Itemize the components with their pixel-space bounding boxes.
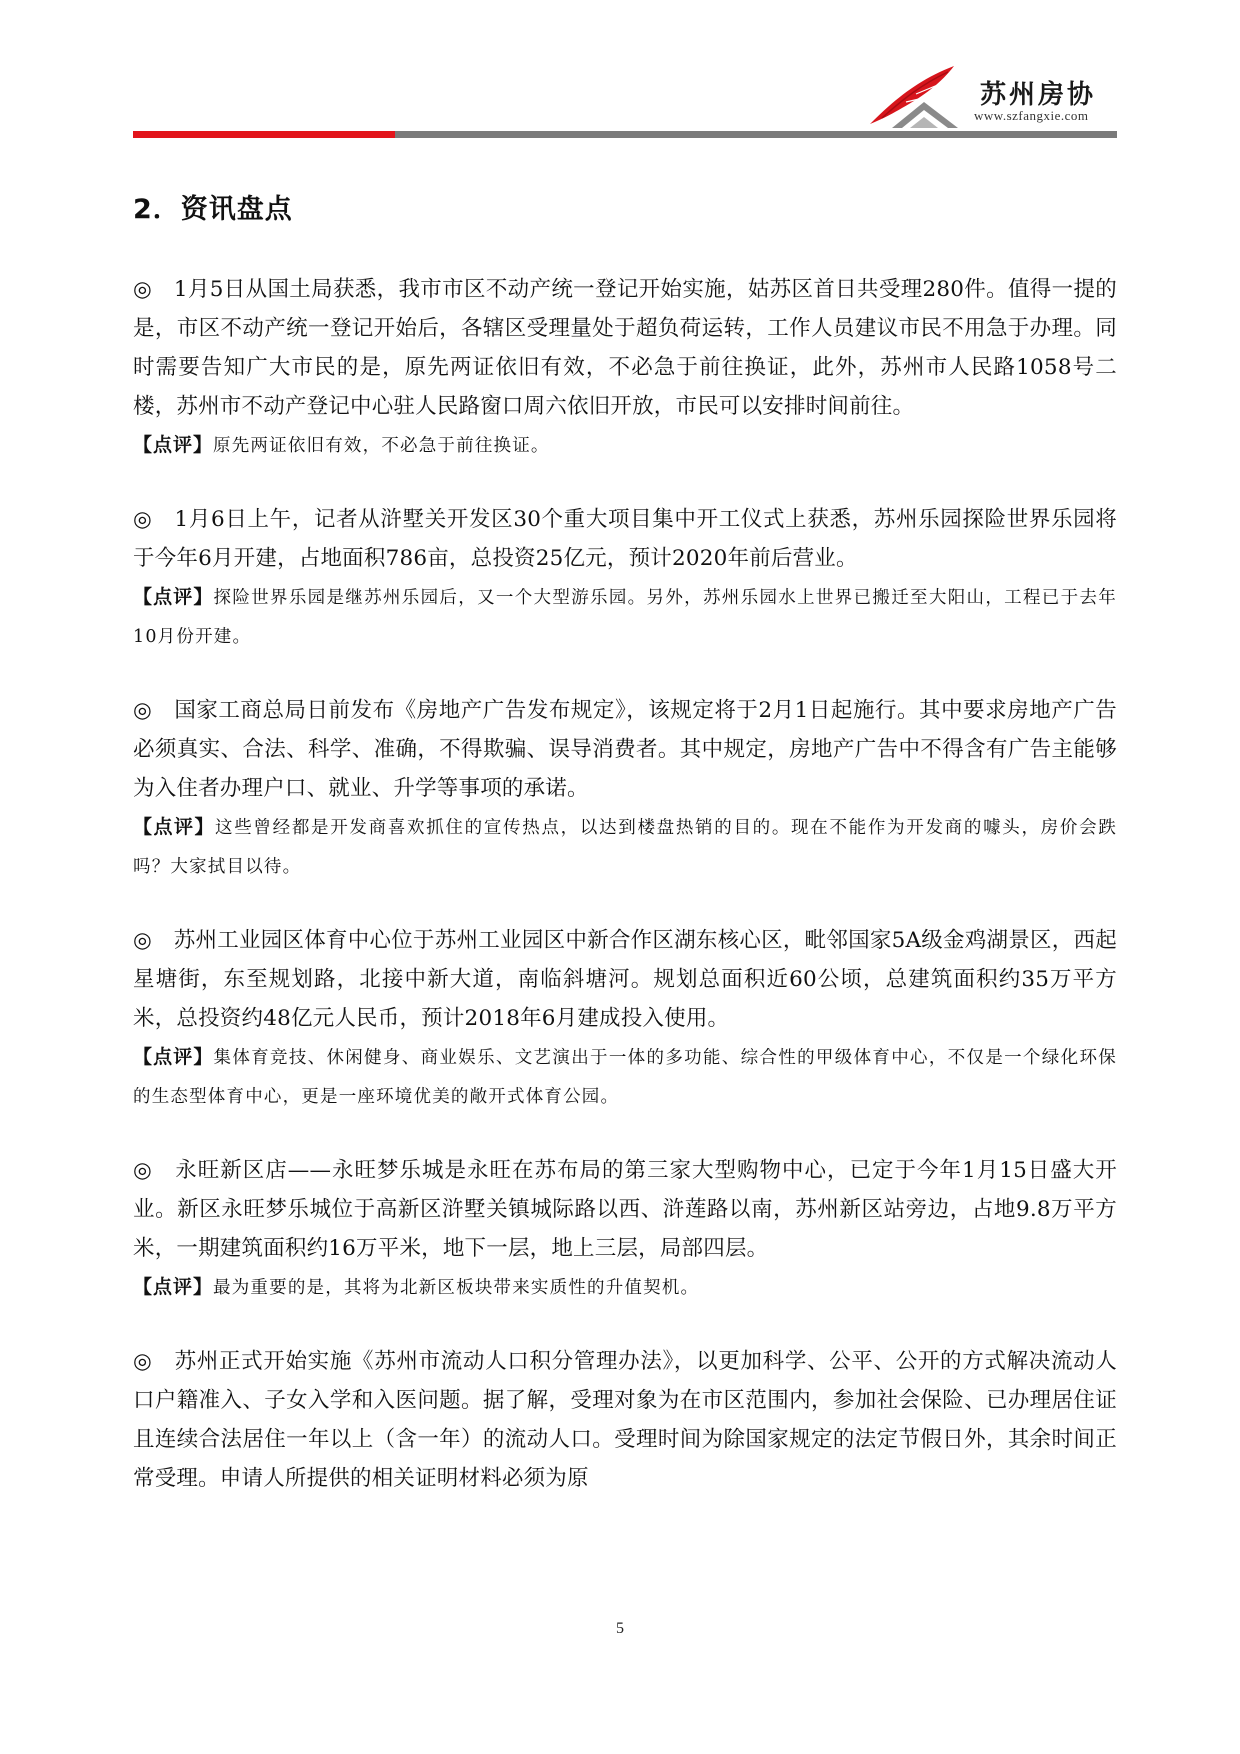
quill-roof-icon xyxy=(862,62,972,132)
comment-tag: 【点评】 xyxy=(133,1276,214,1298)
brand-website: www.szfangxie.com xyxy=(974,108,1089,123)
comment-tag: 【点评】 xyxy=(133,434,214,456)
news-comment xyxy=(133,426,1117,466)
news-item xyxy=(133,1151,1117,1308)
section-title: 2．资讯盘点 xyxy=(133,194,293,225)
news-paragraph: ◎ 1月6日上午，记者从浒墅关开发区30个重大项目集中开工仪式上获悉，苏州乐园探险世界乐园将于今年6月开建，占地面积786亩，总投资25亿元，预计2020年前后营业。 xyxy=(133,507,1117,571)
comment-text: 原先两证依旧有效，不必急于前往换证。 xyxy=(213,436,550,456)
news-comment xyxy=(133,1038,1117,1117)
comment-text: 探险世界乐园是继苏州乐园后，又一个大型游乐园。另外，苏州乐园水上世界已搬迁至大阳山，工程已于去年10月份开建。 xyxy=(133,588,1117,647)
header-rule-gray xyxy=(395,131,1117,138)
brand-name: 苏州房协 xyxy=(980,80,1097,110)
news-paragraph: ◎ 苏州正式开始实施《苏州市流动人口积分管理办法》，以更加科学、公平、公开的方式解决流动人口户籍准入、子女入学和入医问题。据了解，受理对象为在市区范围内，参加社会保险、已办理居住证且连续合法居住一年以上（含一年）的流动人口。受理时间为除国家规定的法定节假日外，其余时间正常受理。申请人所提供的相关证明材料必须为原 xyxy=(133,1349,1117,1491)
news-comment xyxy=(133,578,1117,657)
comment-text: 集体育竞技、休闲健身、商业娱乐、文艺演出于一体的多功能、综合性的甲级体育中心，不仅是一个绿化环保的生态型体育中心，更是一座环境优美的敞开式体育公园。 xyxy=(133,1048,1117,1107)
page-header xyxy=(0,0,1240,150)
main-content xyxy=(133,190,1117,1532)
comment-tag: 【点评】 xyxy=(133,816,216,838)
comment-text: 这些曾经都是开发商喜欢抓住的宣传热点，以达到楼盘热销的目的。现在不能作为开发商的噱头，房价会跌吗？大家拭目以待。 xyxy=(133,818,1117,877)
comment-tag: 【点评】 xyxy=(133,586,214,608)
news-comment xyxy=(133,808,1117,887)
comment-tag: 【点评】 xyxy=(133,1046,214,1068)
news-paragraph: ◎ 1月5日从国土局获悉，我市市区不动产统一登记开始实施，姑苏区首日共受理280件。值得一提的是，市区不动产统一登记开始后，各辖区受理量处于超负荷运转，工作人员建议市民不用急于办理。同时需要告知广大市民的是，原先两证依旧有效，不必急于前往换证，此外，苏州市人民路1058号二楼，苏州市不动产登记中心驻人民路窗口周六依旧开放，市民可以安排时间前往。 xyxy=(133,277,1117,419)
news-item xyxy=(133,921,1117,1117)
news-paragraph: ◎ 国家工商总局日前发布《房地产广告发布规定》，该规定将于2月1日起施行。其中要求房地产广告必须真实、合法、科学、准确，不得欺骗、误导消费者。其中规定，房地产广告中不得含有广告主能够为入住者办理户口、就业、升学等事项的承诺。 xyxy=(133,698,1117,801)
brand-logo xyxy=(862,62,1112,132)
news-item xyxy=(133,691,1117,887)
news-item xyxy=(133,270,1117,466)
news-paragraph: ◎ 永旺新区店——永旺梦乐城是永旺在苏布局的第三家大型购物中心，已定于今年1月15日盛大开业。新区永旺梦乐城位于高新区浒墅关镇城际路以西、浒莲路以南，苏州新区站旁边，占地9.8万平方米，一期建筑面积约16万平米，地下一层，地上三层，局部四层。 xyxy=(133,1158,1117,1261)
news-paragraph: ◎ 苏州工业园区体育中心位于苏州工业园区中新合作区湖东核心区，毗邻国家5A级金鸡湖景区，西起星塘街，东至规划路，北接中新大道，南临斜塘河。规划总面积近60公顷，总建筑面积约35万平方米，总投资约48亿元人民币，预计2018年6月建成投入使用。 xyxy=(133,928,1117,1031)
news-item xyxy=(133,1342,1117,1498)
header-rule-red xyxy=(133,131,395,138)
comment-text: 最为重要的是，其将为北新区板块带来实质性的升值契机。 xyxy=(213,1278,700,1298)
news-item xyxy=(133,500,1117,657)
news-comment xyxy=(133,1268,1117,1308)
page-number: 5 xyxy=(616,1620,624,1637)
